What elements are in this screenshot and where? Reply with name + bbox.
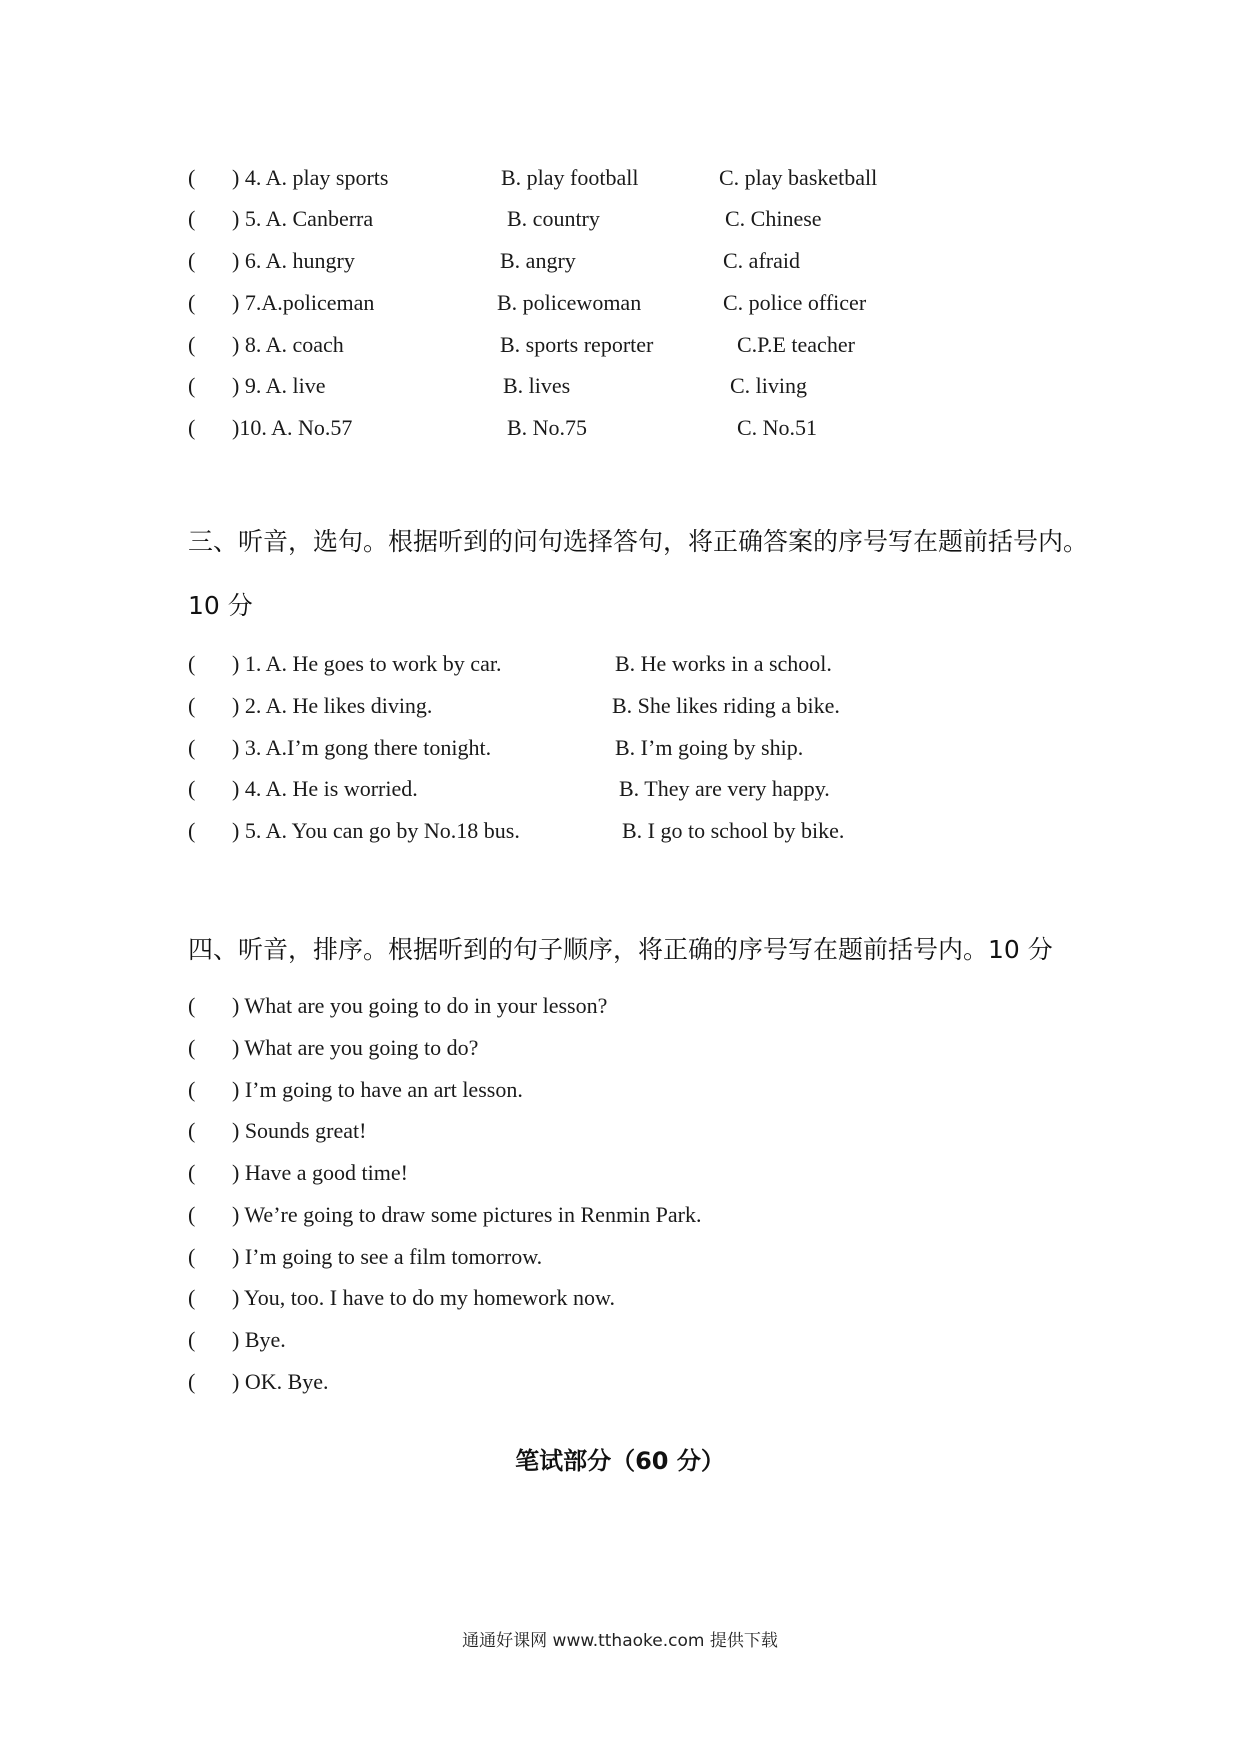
option-a: ) 5. A. You can go by No.18 bus. [232,818,520,843]
answer-paren[interactable]: ( [188,735,196,760]
sentence-text: ) What are you going to do in your lesson? [232,993,608,1018]
answer-paren[interactable]: ( [188,1285,196,1310]
sentence-text: ) Sounds great! [232,1118,367,1143]
answer-paren[interactable]: ( [188,373,196,398]
option-a: ) 1. A. He goes to work by car. [232,651,502,676]
option-b: B. I go to school by bike. [622,818,845,843]
part4-heading: 四、听音，排序。根据听到的句子顺序，将正确的序号写在题前括号内。10 分 [188,935,1053,964]
sentence-text: ) Bye. [232,1327,286,1352]
option-b: B. They are very happy. [619,776,830,801]
answer-paren[interactable]: ( [188,651,196,676]
option-c: C.P.E teacher [737,332,855,357]
option-c: C. living [730,373,808,398]
answer-paren[interactable]: ( [188,1035,196,1060]
option-a: ) 8. A. coach [232,332,344,357]
answer-paren[interactable]: ( [188,165,196,190]
option-b: B. play football [501,165,639,190]
option-b: B. country [507,206,600,231]
option-b: B. policewoman [497,290,642,315]
sentence-text: ) We’re going to draw some pictures in Renmin Park. [232,1202,702,1227]
answer-paren[interactable]: ( [188,1244,196,1269]
option-a: ) 4. A. play sports [232,165,389,190]
part3-score: 10 分 [188,591,253,620]
written-section-title: 笔试部分（60 分） [515,1447,725,1475]
option-b: B. angry [500,248,576,273]
option-a: ) 2. A. He likes diving. [232,693,433,718]
answer-paren[interactable]: ( [188,993,196,1018]
option-a: ) 7.A.policeman [232,290,375,315]
option-c: C. No.51 [737,415,818,440]
option-b: B. No.75 [507,415,588,440]
option-a: ) 4. A. He is worried. [232,776,418,801]
answer-paren[interactable]: ( [188,248,196,273]
answer-paren[interactable]: ( [188,818,196,843]
option-c: C. Chinese [725,206,822,231]
option-c: C. police officer [723,290,867,315]
part3-heading: 三、听音，选句。根据听到的问句选择答句，将正确答案的序号写在题前括号内。 [188,527,1089,556]
answer-paren[interactable]: ( [188,776,196,801]
option-a: ) 6. A. hungry [232,248,355,273]
option-a: ) 5. A. Canberra [232,206,374,231]
answer-paren[interactable]: ( [188,1202,196,1227]
option-b: B. She likes riding a bike. [612,693,840,718]
answer-paren[interactable]: ( [188,1118,196,1143]
option-a: ) 3. A.I’m gong there tonight. [232,735,492,760]
option-a: )10. A. No.57 [232,415,353,440]
option-b: B. He works in a school. [615,651,832,676]
option-c: C. afraid [723,248,800,273]
option-c: C. play basketball [719,165,878,190]
option-b: B. sports reporter [500,332,654,357]
answer-paren[interactable]: ( [188,1327,196,1352]
answer-paren[interactable]: ( [188,1369,196,1394]
answer-paren[interactable]: ( [188,1160,196,1185]
answer-paren[interactable]: ( [188,332,196,357]
answer-paren[interactable]: ( [188,693,196,718]
sentence-text: ) I’m going to have an art lesson. [232,1077,523,1102]
sentence-text: ) You, too. I have to do my homework now. [232,1285,615,1310]
sentence-text: ) Have a good time! [232,1160,408,1185]
page-footer: 通通好课网 www.tthaoke.com 提供下载 [462,1631,778,1651]
option-a: ) 9. A. live [232,373,326,398]
answer-paren[interactable]: ( [188,290,196,315]
sentence-text: ) I’m going to see a film tomorrow. [232,1244,543,1269]
sentence-text: ) What are you going to do? [232,1035,479,1060]
sentence-text: ) OK. Bye. [232,1369,329,1394]
answer-paren[interactable]: ( [188,206,196,231]
answer-paren[interactable]: ( [188,415,196,440]
option-b: B. lives [503,373,571,398]
answer-paren[interactable]: ( [188,1077,196,1102]
option-b: B. I’m going by ship. [615,735,804,760]
